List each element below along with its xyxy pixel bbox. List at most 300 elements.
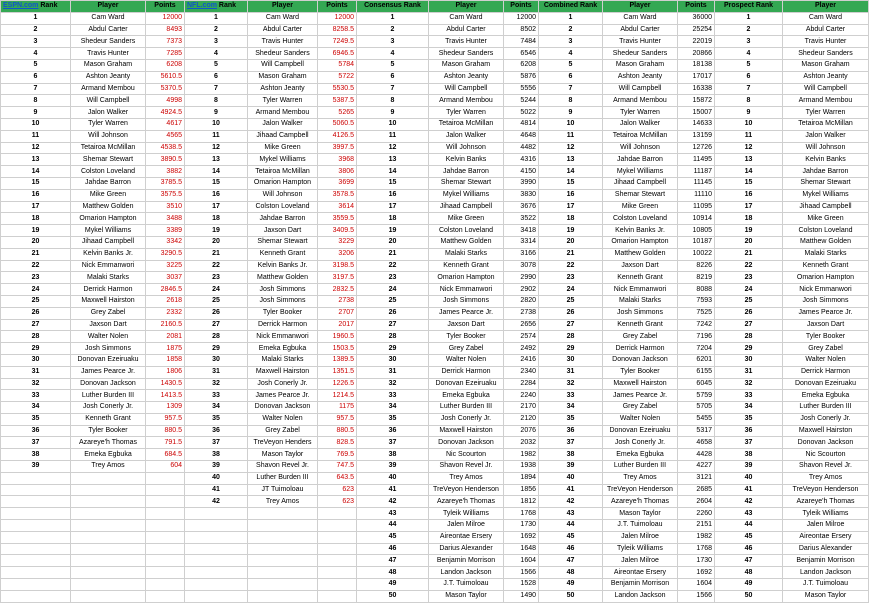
nfl-rank-cell[interactable]: 42 <box>185 496 248 508</box>
consensus-rank-cell[interactable]: 28 <box>357 331 429 343</box>
consensus-player-cell[interactable]: Colston Loveland <box>429 225 504 237</box>
prospect-player-cell[interactable]: Tyleik Williams <box>783 508 869 520</box>
combined-rank-cell[interactable]: 25 <box>539 295 603 307</box>
espn-player-cell[interactable]: Emeka Egbuka <box>71 449 146 461</box>
prospect-rank-cell[interactable]: 19 <box>715 225 783 237</box>
consensus-rank-cell[interactable]: 40 <box>357 472 429 484</box>
consensus-rank-cell[interactable]: 45 <box>357 531 429 543</box>
nfl-rank-cell[interactable]: 19 <box>185 225 248 237</box>
nfl-points-cell[interactable]: 3198.5 <box>318 260 357 272</box>
nfl-points-cell[interactable]: 3229 <box>318 236 357 248</box>
espn-player-cell[interactable]: Josh Conerly Jr. <box>71 402 146 414</box>
espn-points-cell[interactable]: 957.5 <box>146 413 185 425</box>
consensus-points-cell[interactable]: 8502 <box>504 24 539 36</box>
combined-rank-cell[interactable]: 6 <box>539 71 603 83</box>
prospect-player-cell[interactable]: Jalon Walker <box>783 130 869 142</box>
combined-rank-cell[interactable]: 50 <box>539 590 603 602</box>
consensus-points-cell[interactable]: 1528 <box>504 579 539 591</box>
prospect-player-cell[interactable]: Omarion Hampton <box>783 272 869 284</box>
nfl-player-cell[interactable] <box>248 520 318 532</box>
consensus-points-cell[interactable]: 7484 <box>504 36 539 48</box>
consensus-player-cell[interactable]: Luther Burden III <box>429 402 504 414</box>
combined-points-cell[interactable]: 11145 <box>678 177 715 189</box>
nfl-player-cell[interactable] <box>248 555 318 567</box>
nfl-rank-cell[interactable]: 12 <box>185 142 248 154</box>
espn-rank-cell[interactable]: 28 <box>1 331 71 343</box>
nfl-player-cell[interactable]: Shemar Stewart <box>248 236 318 248</box>
combined-rank-cell[interactable]: 4 <box>539 48 603 60</box>
espn-rank-cell[interactable]: 38 <box>1 449 71 461</box>
espn-rank-cell[interactable] <box>1 567 71 579</box>
combined-player-cell[interactable]: Omarion Hampton <box>603 236 678 248</box>
nfl-rank-cell[interactable]: 2 <box>185 24 248 36</box>
nfl-player-cell[interactable]: Derrick Harmon <box>248 319 318 331</box>
consensus-rank-cell[interactable]: 7 <box>357 83 429 95</box>
espn-player-cell[interactable] <box>71 567 146 579</box>
combined-points-cell[interactable]: 11187 <box>678 166 715 178</box>
consensus-player-cell[interactable]: Omarion Hampton <box>429 272 504 284</box>
prospect-rank-cell[interactable]: 28 <box>715 331 783 343</box>
combined-player-cell[interactable]: Grey Zabel <box>603 331 678 343</box>
espn-points-cell[interactable] <box>146 555 185 567</box>
nfl-rank-cell[interactable]: 30 <box>185 354 248 366</box>
consensus-points-cell[interactable]: 3078 <box>504 260 539 272</box>
combined-points-cell[interactable]: 1982 <box>678 531 715 543</box>
combined-rank-cell[interactable]: 44 <box>539 520 603 532</box>
prospect-player-cell[interactable]: Abdul Carter <box>783 24 869 36</box>
combined-rank-cell[interactable]: 18 <box>539 213 603 225</box>
nfl-player-cell[interactable]: Mason Taylor <box>248 449 318 461</box>
combined-player-cell[interactable]: Josh Conerly Jr. <box>603 437 678 449</box>
espn-player-cell[interactable]: Jahdae Barron <box>71 177 146 189</box>
nfl-rank-cell[interactable]: 32 <box>185 378 248 390</box>
combined-player-cell[interactable]: James Pearce Jr. <box>603 390 678 402</box>
nfl-rank-cell[interactable] <box>185 579 248 591</box>
espn-points-cell[interactable] <box>146 472 185 484</box>
espn-rank-cell[interactable]: 32 <box>1 378 71 390</box>
nfl-rank-cell[interactable]: 20 <box>185 236 248 248</box>
espn-player-cell[interactable]: Azareye'h Thomas <box>71 437 146 449</box>
nfl-rank-cell[interactable]: 34 <box>185 402 248 414</box>
combined-points-cell[interactable]: 10914 <box>678 213 715 225</box>
espn-rank-cell[interactable]: 19 <box>1 225 71 237</box>
prospect-player-cell[interactable]: Trey Amos <box>783 472 869 484</box>
prospect-player-cell[interactable]: Will Johnson <box>783 142 869 154</box>
nfl-player-cell[interactable]: James Pearce Jr. <box>248 390 318 402</box>
prospect-rank-cell[interactable]: 42 <box>715 496 783 508</box>
prospect-rank-cell[interactable]: 31 <box>715 366 783 378</box>
consensus-player-cell[interactable]: Mike Green <box>429 213 504 225</box>
consensus-rank-cell[interactable]: 12 <box>357 142 429 154</box>
espn-rank-cell[interactable]: 17 <box>1 201 71 213</box>
nfl-rank-cell[interactable]: 36 <box>185 425 248 437</box>
consensus-rank-cell[interactable]: 33 <box>357 390 429 402</box>
prospect-rank-cell[interactable]: 34 <box>715 402 783 414</box>
combined-player-cell[interactable]: Nick Emmanwori <box>603 284 678 296</box>
nfl-link[interactable]: NFL.com <box>187 2 217 10</box>
prospect-player-cell[interactable]: Armand Membou <box>783 95 869 107</box>
header-combined-points[interactable]: Points <box>678 1 715 13</box>
nfl-points-cell[interactable]: 3559.5 <box>318 213 357 225</box>
consensus-rank-cell[interactable]: 22 <box>357 260 429 272</box>
nfl-points-cell[interactable]: 2832.5 <box>318 284 357 296</box>
consensus-points-cell[interactable]: 2492 <box>504 343 539 355</box>
combined-points-cell[interactable]: 4658 <box>678 437 715 449</box>
espn-rank-cell[interactable]: 29 <box>1 343 71 355</box>
nfl-player-cell[interactable]: Walter Nolen <box>248 413 318 425</box>
consensus-rank-cell[interactable]: 29 <box>357 343 429 355</box>
espn-points-cell[interactable]: 1430.5 <box>146 378 185 390</box>
espn-points-cell[interactable]: 791.5 <box>146 437 185 449</box>
nfl-rank-cell[interactable]: 37 <box>185 437 248 449</box>
prospect-player-cell[interactable]: Tyler Booker <box>783 331 869 343</box>
combined-player-cell[interactable]: Kenneth Grant <box>603 319 678 331</box>
consensus-points-cell[interactable]: 1490 <box>504 590 539 602</box>
nfl-player-cell[interactable]: Jahdae Barron <box>248 213 318 225</box>
espn-player-cell[interactable]: Mike Green <box>71 189 146 201</box>
consensus-points-cell[interactable]: 2990 <box>504 272 539 284</box>
prospect-player-cell[interactable]: Donovan Jackson <box>783 437 869 449</box>
combined-player-cell[interactable]: Colston Loveland <box>603 213 678 225</box>
nfl-rank-cell[interactable]: 3 <box>185 36 248 48</box>
consensus-rank-cell[interactable]: 3 <box>357 36 429 48</box>
nfl-points-cell[interactable]: 747.5 <box>318 461 357 473</box>
nfl-rank-cell[interactable]: 1 <box>185 12 248 24</box>
espn-rank-cell[interactable]: 33 <box>1 390 71 402</box>
nfl-rank-cell[interactable]: 33 <box>185 390 248 402</box>
espn-rank-cell[interactable]: 25 <box>1 295 71 307</box>
combined-rank-cell[interactable]: 21 <box>539 248 603 260</box>
espn-points-cell[interactable]: 3890.5 <box>146 154 185 166</box>
espn-player-cell[interactable]: Will Campbell <box>71 95 146 107</box>
prospect-rank-cell[interactable]: 44 <box>715 520 783 532</box>
espn-player-cell[interactable]: Mason Graham <box>71 59 146 71</box>
espn-points-cell[interactable]: 5610.5 <box>146 71 185 83</box>
combined-player-cell[interactable]: Mason Graham <box>603 59 678 71</box>
consensus-points-cell[interactable]: 1730 <box>504 520 539 532</box>
combined-points-cell[interactable]: 18138 <box>678 59 715 71</box>
consensus-player-cell[interactable]: Armand Membou <box>429 95 504 107</box>
espn-points-cell[interactable]: 4924.5 <box>146 107 185 119</box>
nfl-rank-cell[interactable]: 6 <box>185 71 248 83</box>
prospect-rank-cell[interactable]: 38 <box>715 449 783 461</box>
prospect-rank-cell[interactable]: 8 <box>715 95 783 107</box>
combined-player-cell[interactable]: Josh Simmons <box>603 307 678 319</box>
combined-points-cell[interactable]: 4428 <box>678 449 715 461</box>
nfl-player-cell[interactable]: Josh Simmons <box>248 284 318 296</box>
consensus-points-cell[interactable]: 1692 <box>504 531 539 543</box>
espn-rank-cell[interactable]: 26 <box>1 307 71 319</box>
consensus-points-cell[interactable]: 12000 <box>504 12 539 24</box>
prospect-player-cell[interactable]: Tetairoa McMillan <box>783 118 869 130</box>
nfl-player-cell[interactable]: Emeka Egbuka <box>248 343 318 355</box>
combined-player-cell[interactable]: Jahdae Barron <box>603 154 678 166</box>
espn-points-cell[interactable]: 1875 <box>146 343 185 355</box>
prospect-player-cell[interactable]: Walter Nolen <box>783 354 869 366</box>
combined-player-cell[interactable]: Derrick Harmon <box>603 343 678 355</box>
espn-rank-cell[interactable]: 22 <box>1 260 71 272</box>
combined-rank-cell[interactable]: 22 <box>539 260 603 272</box>
espn-rank-cell[interactable]: 21 <box>1 248 71 260</box>
espn-points-cell[interactable]: 1858 <box>146 354 185 366</box>
nfl-player-cell[interactable]: TreVeyon Henders <box>248 437 318 449</box>
header-prospect-player[interactable]: Player <box>783 1 869 13</box>
nfl-player-cell[interactable]: Shavon Revel Jr. <box>248 461 318 473</box>
prospect-rank-cell[interactable]: 17 <box>715 201 783 213</box>
prospect-player-cell[interactable]: Landon Jackson <box>783 567 869 579</box>
espn-rank-cell[interactable] <box>1 590 71 602</box>
consensus-rank-cell[interactable]: 8 <box>357 95 429 107</box>
combined-rank-cell[interactable]: 40 <box>539 472 603 484</box>
nfl-points-cell[interactable]: 8258.5 <box>318 24 357 36</box>
espn-points-cell[interactable]: 5370.5 <box>146 83 185 95</box>
prospect-rank-cell[interactable]: 46 <box>715 543 783 555</box>
espn-player-cell[interactable]: Kelvin Banks Jr. <box>71 248 146 260</box>
nfl-points-cell[interactable] <box>318 543 357 555</box>
consensus-player-cell[interactable]: Walter Nolen <box>429 354 504 366</box>
prospect-player-cell[interactable]: Donovan Ezeiruaku <box>783 378 869 390</box>
prospect-rank-cell[interactable]: 26 <box>715 307 783 319</box>
prospect-rank-cell[interactable]: 3 <box>715 36 783 48</box>
combined-points-cell[interactable]: 2151 <box>678 520 715 532</box>
combined-rank-cell[interactable]: 31 <box>539 366 603 378</box>
prospect-player-cell[interactable]: Jalen Milroe <box>783 520 869 532</box>
prospect-rank-cell[interactable]: 32 <box>715 378 783 390</box>
espn-player-cell[interactable]: Grey Zabel <box>71 307 146 319</box>
consensus-player-cell[interactable]: Grey Zabel <box>429 343 504 355</box>
prospect-player-cell[interactable]: Shemar Stewart <box>783 177 869 189</box>
espn-player-cell[interactable] <box>71 543 146 555</box>
combined-player-cell[interactable]: Kelvin Banks Jr. <box>603 225 678 237</box>
consensus-player-cell[interactable]: Mason Graham <box>429 59 504 71</box>
combined-points-cell[interactable]: 15007 <box>678 107 715 119</box>
espn-player-cell[interactable]: Trey Amos <box>71 461 146 473</box>
espn-rank-cell[interactable] <box>1 496 71 508</box>
consensus-player-cell[interactable]: Tyler Warren <box>429 107 504 119</box>
nfl-rank-cell[interactable] <box>185 567 248 579</box>
header-consensus-points[interactable]: Points <box>504 1 539 13</box>
espn-rank-cell[interactable]: 8 <box>1 95 71 107</box>
consensus-rank-cell[interactable]: 49 <box>357 579 429 591</box>
nfl-rank-cell[interactable]: 9 <box>185 107 248 119</box>
nfl-rank-cell[interactable]: 8 <box>185 95 248 107</box>
consensus-rank-cell[interactable]: 39 <box>357 461 429 473</box>
combined-rank-cell[interactable]: 8 <box>539 95 603 107</box>
prospect-player-cell[interactable]: Tyler Warren <box>783 107 869 119</box>
combined-player-cell[interactable]: Jalen Milroe <box>603 531 678 543</box>
espn-rank-cell[interactable]: 5 <box>1 59 71 71</box>
prospect-rank-cell[interactable]: 35 <box>715 413 783 425</box>
espn-points-cell[interactable]: 3488 <box>146 213 185 225</box>
combined-player-cell[interactable]: Travis Hunter <box>603 36 678 48</box>
consensus-rank-cell[interactable]: 42 <box>357 496 429 508</box>
espn-points-cell[interactable] <box>146 590 185 602</box>
espn-points-cell[interactable]: 12000 <box>146 12 185 24</box>
consensus-rank-cell[interactable]: 10 <box>357 118 429 130</box>
nfl-rank-cell[interactable]: 29 <box>185 343 248 355</box>
consensus-player-cell[interactable]: J.T. Tuimoloau <box>429 579 504 591</box>
espn-points-cell[interactable]: 4565 <box>146 130 185 142</box>
prospect-player-cell[interactable]: Emeka Egbuka <box>783 390 869 402</box>
consensus-player-cell[interactable]: Kenneth Grant <box>429 260 504 272</box>
consensus-rank-cell[interactable]: 32 <box>357 378 429 390</box>
espn-rank-cell[interactable] <box>1 555 71 567</box>
prospect-player-cell[interactable]: Shedeur Sanders <box>783 48 869 60</box>
consensus-player-cell[interactable]: Derrick Harmon <box>429 366 504 378</box>
consensus-rank-cell[interactable]: 16 <box>357 189 429 201</box>
nfl-player-cell[interactable]: Mike Green <box>248 142 318 154</box>
nfl-player-cell[interactable]: Jaxson Dart <box>248 225 318 237</box>
consensus-player-cell[interactable]: Nic Scourton <box>429 449 504 461</box>
combined-player-cell[interactable]: Tetairoa McMillan <box>603 130 678 142</box>
consensus-points-cell[interactable]: 2120 <box>504 413 539 425</box>
nfl-rank-cell[interactable]: 15 <box>185 177 248 189</box>
combined-player-cell[interactable]: Tyler Warren <box>603 107 678 119</box>
combined-points-cell[interactable]: 8226 <box>678 260 715 272</box>
espn-player-cell[interactable]: Jaxson Dart <box>71 319 146 331</box>
espn-points-cell[interactable]: 7373 <box>146 36 185 48</box>
nfl-player-cell[interactable]: JT Tuimoloau <box>248 484 318 496</box>
nfl-player-cell[interactable]: Kenneth Grant <box>248 248 318 260</box>
espn-player-cell[interactable]: Tyler Warren <box>71 118 146 130</box>
espn-rank-cell[interactable]: 15 <box>1 177 71 189</box>
combined-rank-cell[interactable]: 45 <box>539 531 603 543</box>
combined-rank-cell[interactable]: 42 <box>539 496 603 508</box>
consensus-rank-cell[interactable]: 23 <box>357 272 429 284</box>
nfl-points-cell[interactable]: 3578.5 <box>318 189 357 201</box>
espn-points-cell[interactable]: 1413.5 <box>146 390 185 402</box>
combined-rank-cell[interactable]: 5 <box>539 59 603 71</box>
header-nfl-player[interactable]: Player <box>248 1 318 13</box>
combined-points-cell[interactable]: 12726 <box>678 142 715 154</box>
consensus-points-cell[interactable]: 1856 <box>504 484 539 496</box>
prospect-rank-cell[interactable]: 5 <box>715 59 783 71</box>
combined-player-cell[interactable]: J.T. Tuimoloau <box>603 520 678 532</box>
nfl-player-cell[interactable]: Cam Ward <box>248 12 318 24</box>
combined-player-cell[interactable]: Mike Green <box>603 201 678 213</box>
combined-rank-cell[interactable]: 19 <box>539 225 603 237</box>
consensus-player-cell[interactable]: Will Campbell <box>429 83 504 95</box>
espn-player-cell[interactable]: Jihaad Campbell <box>71 236 146 248</box>
nfl-player-cell[interactable] <box>248 590 318 602</box>
prospect-player-cell[interactable]: Azareye'h Thomas <box>783 496 869 508</box>
combined-player-cell[interactable]: Will Johnson <box>603 142 678 154</box>
espn-rank-cell[interactable] <box>1 520 71 532</box>
espn-points-cell[interactable] <box>146 567 185 579</box>
nfl-points-cell[interactable]: 3997.5 <box>318 142 357 154</box>
nfl-points-cell[interactable]: 5060.5 <box>318 118 357 130</box>
combined-player-cell[interactable]: Jalon Walker <box>603 118 678 130</box>
combined-player-cell[interactable]: TreVeyon Henderson <box>603 484 678 496</box>
nfl-rank-cell[interactable] <box>185 543 248 555</box>
espn-player-cell[interactable]: James Pearce Jr. <box>71 366 146 378</box>
nfl-points-cell[interactable] <box>318 579 357 591</box>
combined-player-cell[interactable]: Malaki Starks <box>603 295 678 307</box>
nfl-rank-cell[interactable]: 39 <box>185 461 248 473</box>
espn-points-cell[interactable]: 7285 <box>146 48 185 60</box>
consensus-points-cell[interactable]: 2032 <box>504 437 539 449</box>
combined-rank-cell[interactable]: 24 <box>539 284 603 296</box>
prospect-rank-cell[interactable]: 16 <box>715 189 783 201</box>
consensus-points-cell[interactable]: 4648 <box>504 130 539 142</box>
prospect-player-cell[interactable]: Jaxson Dart <box>783 319 869 331</box>
consensus-rank-cell[interactable]: 20 <box>357 236 429 248</box>
combined-rank-cell[interactable]: 29 <box>539 343 603 355</box>
combined-rank-cell[interactable]: 48 <box>539 567 603 579</box>
consensus-player-cell[interactable]: Trey Amos <box>429 472 504 484</box>
consensus-player-cell[interactable]: Benjamin Morrison <box>429 555 504 567</box>
consensus-rank-cell[interactable]: 18 <box>357 213 429 225</box>
combined-points-cell[interactable]: 6155 <box>678 366 715 378</box>
combined-player-cell[interactable]: Will Campbell <box>603 83 678 95</box>
nfl-player-cell[interactable]: Omarion Hampton <box>248 177 318 189</box>
prospect-rank-cell[interactable]: 15 <box>715 177 783 189</box>
prospect-rank-cell[interactable]: 45 <box>715 531 783 543</box>
nfl-rank-cell[interactable]: 41 <box>185 484 248 496</box>
nfl-rank-cell[interactable]: 21 <box>185 248 248 260</box>
nfl-player-cell[interactable]: Donovan Jackson <box>248 402 318 414</box>
consensus-points-cell[interactable]: 4316 <box>504 154 539 166</box>
prospect-player-cell[interactable]: Maxwell Hairston <box>783 425 869 437</box>
combined-points-cell[interactable]: 36000 <box>678 12 715 24</box>
combined-rank-cell[interactable]: 9 <box>539 107 603 119</box>
prospect-player-cell[interactable]: Cam Ward <box>783 12 869 24</box>
combined-player-cell[interactable]: Jihaad Campbell <box>603 177 678 189</box>
nfl-rank-cell[interactable] <box>185 555 248 567</box>
consensus-rank-cell[interactable]: 37 <box>357 437 429 449</box>
espn-points-cell[interactable]: 2618 <box>146 295 185 307</box>
nfl-points-cell[interactable] <box>318 508 357 520</box>
nfl-points-cell[interactable]: 5784 <box>318 59 357 71</box>
prospect-rank-cell[interactable]: 30 <box>715 354 783 366</box>
combined-points-cell[interactable]: 5317 <box>678 425 715 437</box>
consensus-player-cell[interactable]: Mason Taylor <box>429 590 504 602</box>
espn-rank-cell[interactable]: 31 <box>1 366 71 378</box>
nfl-rank-cell[interactable]: 18 <box>185 213 248 225</box>
consensus-rank-cell[interactable]: 38 <box>357 449 429 461</box>
espn-rank-cell[interactable]: 24 <box>1 284 71 296</box>
consensus-points-cell[interactable]: 4482 <box>504 142 539 154</box>
combined-points-cell[interactable]: 6201 <box>678 354 715 366</box>
prospect-rank-cell[interactable]: 10 <box>715 118 783 130</box>
consensus-rank-cell[interactable]: 1 <box>357 12 429 24</box>
prospect-rank-cell[interactable]: 47 <box>715 555 783 567</box>
nfl-points-cell[interactable]: 2707 <box>318 307 357 319</box>
combined-rank-cell[interactable]: 13 <box>539 154 603 166</box>
nfl-rank-cell[interactable]: 11 <box>185 130 248 142</box>
nfl-player-cell[interactable] <box>248 531 318 543</box>
consensus-rank-cell[interactable]: 24 <box>357 284 429 296</box>
nfl-points-cell[interactable]: 3968 <box>318 154 357 166</box>
consensus-points-cell[interactable]: 2076 <box>504 425 539 437</box>
combined-points-cell[interactable]: 2260 <box>678 508 715 520</box>
combined-points-cell[interactable]: 1768 <box>678 543 715 555</box>
nfl-points-cell[interactable]: 3409.5 <box>318 225 357 237</box>
nfl-player-cell[interactable]: Maxwell Hairston <box>248 366 318 378</box>
combined-points-cell[interactable]: 14633 <box>678 118 715 130</box>
espn-rank-cell[interactable]: 18 <box>1 213 71 225</box>
consensus-player-cell[interactable]: Travis Hunter <box>429 36 504 48</box>
consensus-player-cell[interactable]: Tyler Booker <box>429 331 504 343</box>
espn-points-cell[interactable]: 3575.5 <box>146 189 185 201</box>
combined-points-cell[interactable]: 7242 <box>678 319 715 331</box>
espn-rank-cell[interactable]: 4 <box>1 48 71 60</box>
nfl-points-cell[interactable]: 1226.5 <box>318 378 357 390</box>
combined-player-cell[interactable]: Walter Nolen <box>603 413 678 425</box>
consensus-player-cell[interactable]: Jalen Milroe <box>429 520 504 532</box>
combined-points-cell[interactable]: 4227 <box>678 461 715 473</box>
nfl-points-cell[interactable]: 5722 <box>318 71 357 83</box>
